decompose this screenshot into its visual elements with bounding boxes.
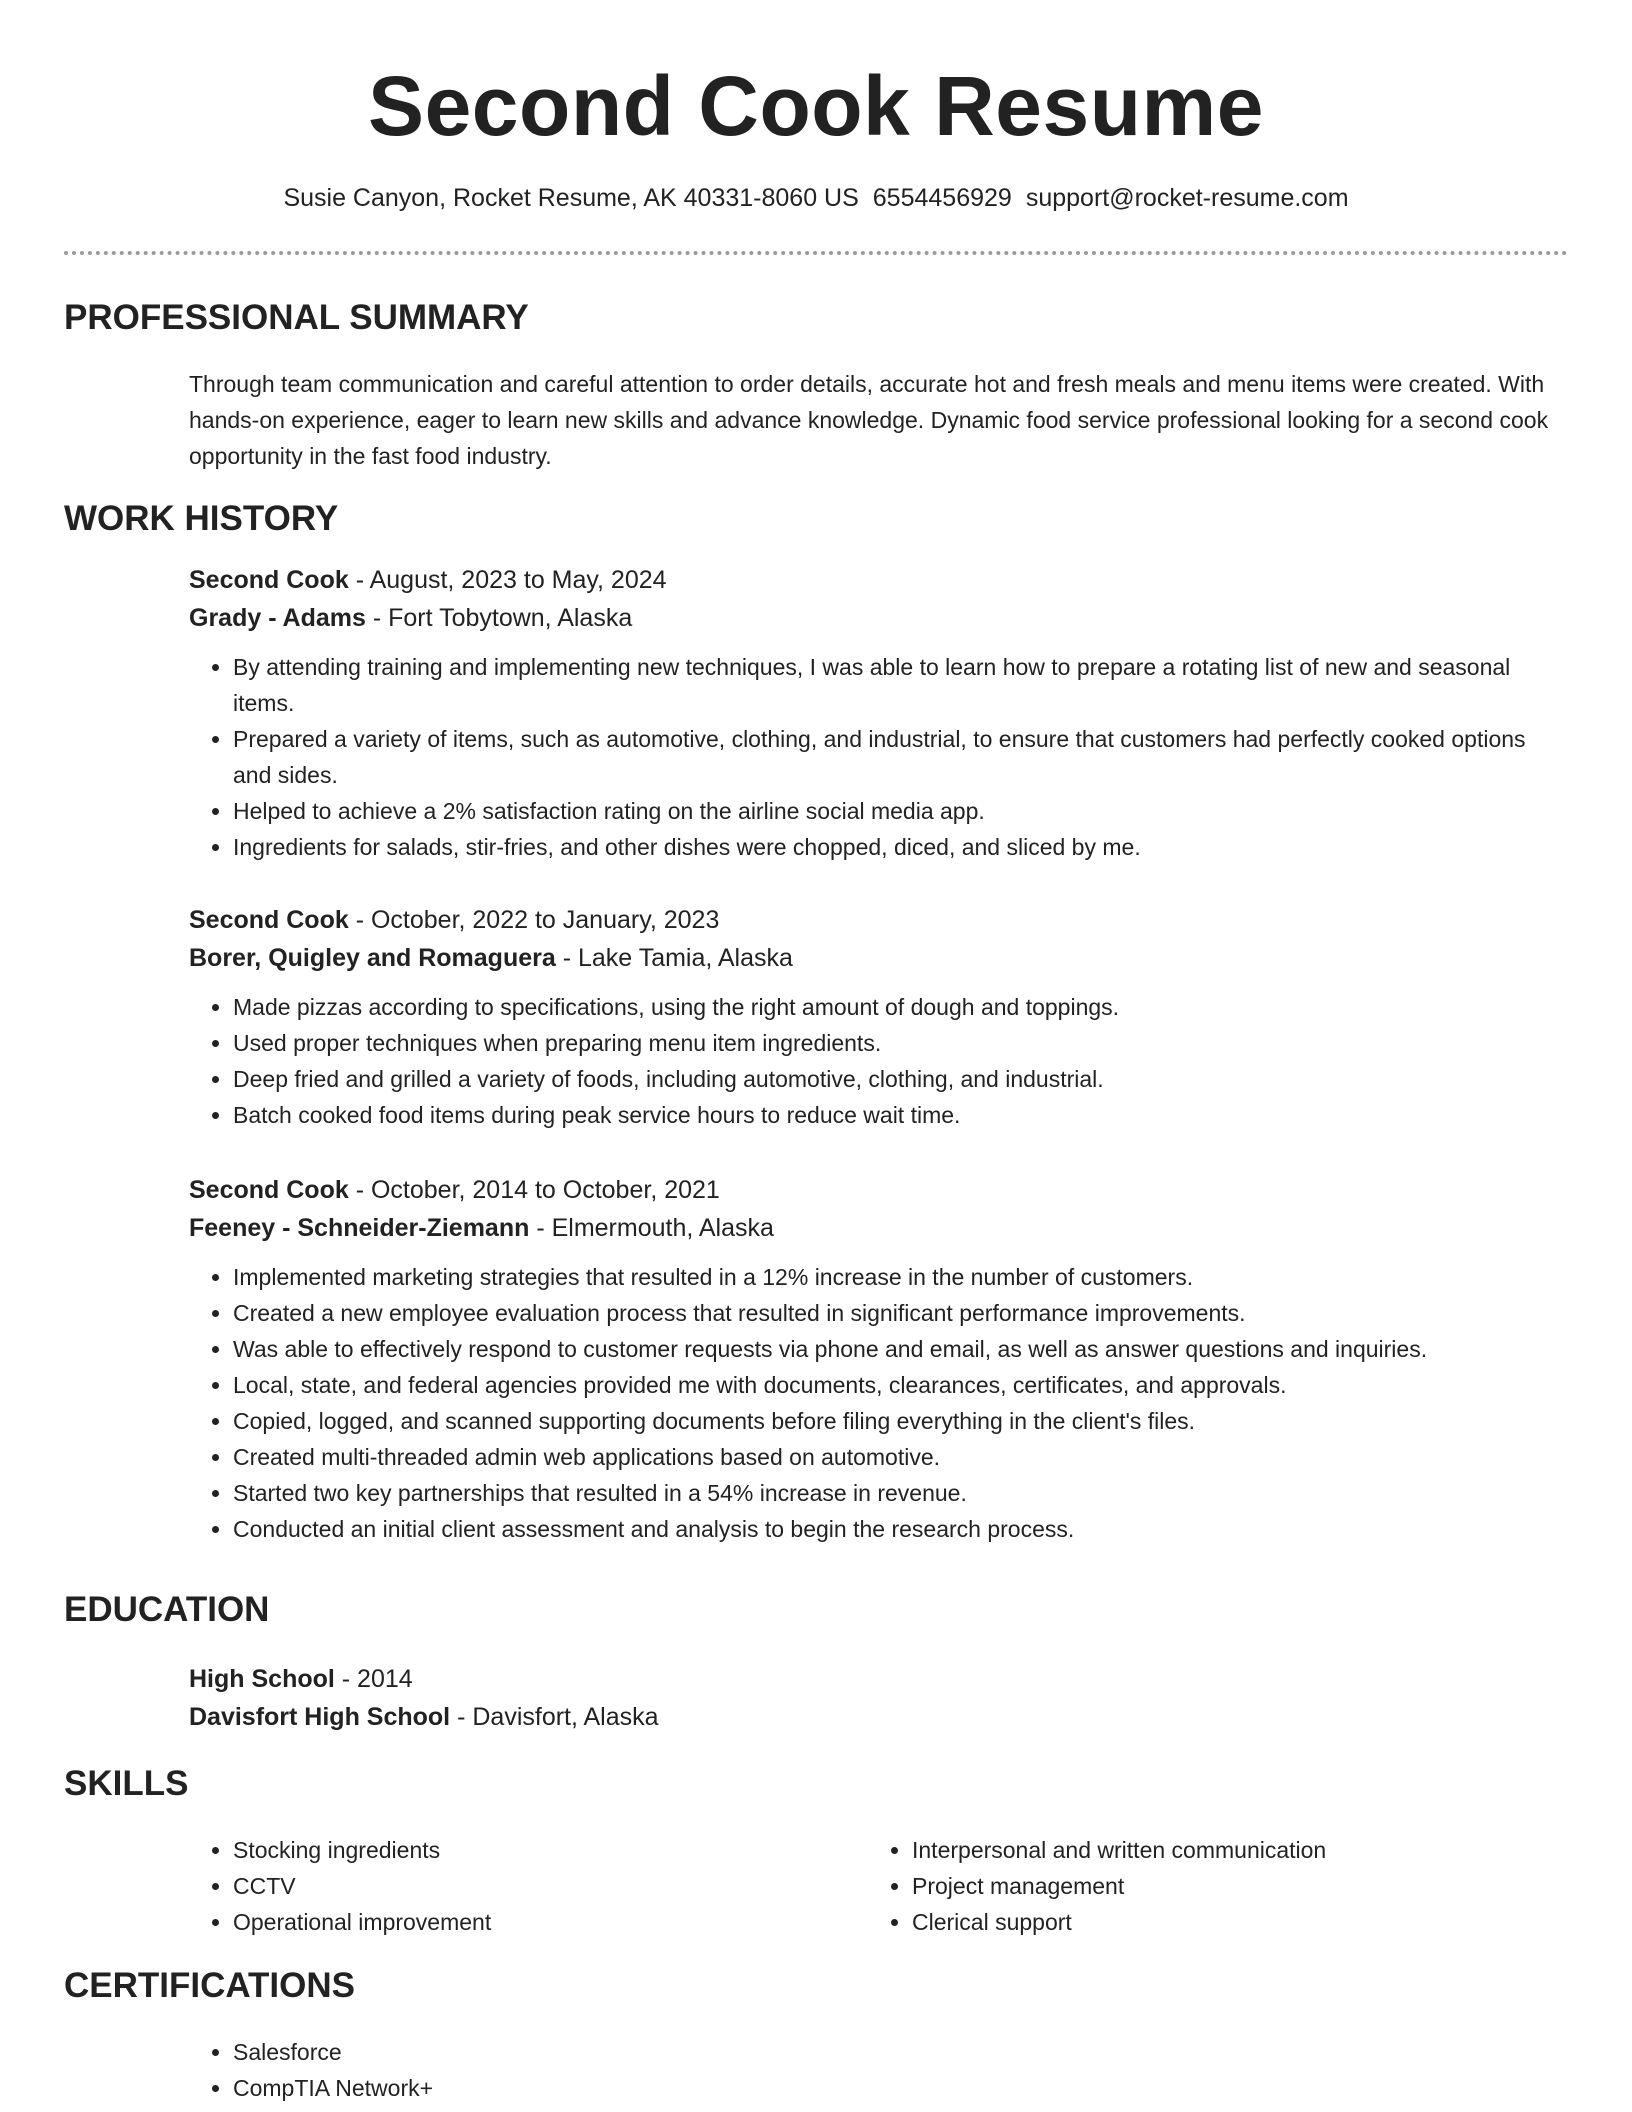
- education-year: - 2014: [334, 1665, 413, 1693]
- education-school-line: [189, 1698, 659, 1736]
- job-title: Second Cook: [189, 906, 349, 934]
- job-location: - Elmermouth, Alaska: [529, 1214, 774, 1242]
- job-company-line: [189, 599, 1569, 637]
- job-company: Feeney - Schneider-Ziemann: [189, 1214, 530, 1242]
- job-bullet: • Implemented marketing strategies that resulted in a 12% increase in the number of customers.: [233, 1259, 1569, 1295]
- resume-title: Second Cook Resume: [368, 59, 1264, 153]
- education-degree: High School: [189, 1665, 335, 1693]
- job-dates: - October, 2014 to October, 2021: [348, 1176, 720, 1204]
- job-title: Second Cook: [189, 1176, 349, 1204]
- skills-list: [189, 1832, 1569, 1940]
- job-entry: [189, 561, 1569, 865]
- section-title-education: EDUCATION: [64, 1590, 270, 1629]
- job-bullet: • Started two key partnerships that resulted in a 54% increase in revenue.: [233, 1475, 1569, 1511]
- skill-item: • Operational improvement: [233, 1904, 868, 1940]
- job-dates: - October, 2022 to January, 2023: [348, 906, 720, 934]
- job-company-line: [189, 939, 1569, 977]
- job-bullet: • Made pizzas according to specifications, using the right amount of dough and toppings.: [233, 989, 1569, 1025]
- contact-line: [0, 181, 1632, 215]
- certifications-items: [189, 2034, 433, 2106]
- skill-item: • CCTV: [233, 1868, 868, 1904]
- job-company: Borer, Quigley and Romaguera: [189, 944, 556, 972]
- education-entry: [189, 1660, 659, 1736]
- job-dates: - August, 2023 to May, 2024: [348, 566, 667, 594]
- job-bullet: • Was able to effectively respond to customer requests via phone and email, as well as answer questions and inquiries.: [233, 1331, 1569, 1367]
- job-bullets: [189, 989, 1569, 1133]
- job-company-line: [189, 1209, 1569, 1247]
- job-entry: [189, 1171, 1569, 1547]
- job-bullet: • Created a new employee evaluation process that resulted in significant performance improvements.: [233, 1295, 1569, 1331]
- skills-column-right: [868, 1832, 1512, 1940]
- job-bullet: • Helped to achieve a 2% satisfaction rating on the airline social media app.: [233, 793, 1569, 829]
- job-bullets: [189, 1259, 1569, 1547]
- job-bullet: • Used proper techniques when preparing menu item ingredients.: [233, 1025, 1569, 1061]
- job-bullet: • Batch cooked food items during peak service hours to reduce wait time.: [233, 1097, 1569, 1133]
- skill-item: • Stocking ingredients: [233, 1832, 868, 1868]
- certifications-list: [189, 2034, 433, 2106]
- job-title: Second Cook: [189, 566, 349, 594]
- job-bullet: • Created multi-threaded admin web applications based on automotive.: [233, 1439, 1569, 1475]
- section-title-skills: SKILLS: [64, 1764, 189, 1803]
- job-location: - Fort Tobytown, Alaska: [365, 604, 633, 632]
- job-bullet: • Local, state, and federal agencies provided me with documents, clearances, certificates, and approvals.: [233, 1367, 1569, 1403]
- job-bullet: • Copied, logged, and scanned supporting documents before filing everything in the client's files.: [233, 1403, 1569, 1439]
- summary-text: Through team communication and careful attention to order details, accurate hot and fresh meals and menu items were created. With hands-on experience, eager to learn new skills and advance knowledge. Dynamic food service professional looking for a second cook opportunity in the fast food industry.: [189, 371, 1549, 469]
- section-title-summary: PROFESSIONAL SUMMARY: [64, 298, 529, 337]
- contact-address: Susie Canyon, Rocket Resume, AK 40331-8060 US: [283, 184, 859, 212]
- education-degree-line: [189, 1660, 659, 1698]
- skill-item: • Clerical support: [912, 1904, 1512, 1940]
- certification-item: • CompTIA Network+: [233, 2070, 433, 2106]
- skill-item: • Project management: [912, 1868, 1512, 1904]
- certification-item: • Salesforce: [233, 2034, 433, 2070]
- job-entry: [189, 901, 1569, 1133]
- job-title-line: [189, 901, 1569, 939]
- job-bullets: [189, 649, 1569, 865]
- job-bullet: • Conducted an initial client assessment and analysis to begin the research process.: [233, 1511, 1569, 1547]
- section-title-work-history: WORK HISTORY: [64, 499, 339, 538]
- job-bullet: • Prepared a variety of items, such as automotive, clothing, and industrial, to ensure that customers had perfectly cooked options and sides.: [233, 721, 1569, 793]
- section-title-certifications: CERTIFICATIONS: [64, 1966, 356, 2005]
- job-title-line: [189, 1171, 1569, 1209]
- header-divider: [64, 251, 1568, 255]
- contact-phone: 6554456929: [872, 184, 1012, 212]
- education-location: - Davisfort, Alaska: [450, 1703, 659, 1731]
- job-company: Grady - Adams: [189, 604, 366, 632]
- job-location: - Lake Tamia, Alaska: [555, 944, 793, 972]
- job-bullet: • Deep fried and grilled a variety of foods, including automotive, clothing, and industrial.: [233, 1061, 1569, 1097]
- education-school: Davisfort High School: [189, 1703, 451, 1731]
- skills-column-left: [189, 1832, 868, 1940]
- job-bullet: • Ingredients for salads, stir-fries, and other dishes were chopped, diced, and sliced by me.: [233, 829, 1569, 865]
- skill-item: • Interpersonal and written communication: [912, 1832, 1512, 1868]
- job-bullet: • By attending training and implementing new techniques, I was able to learn how to prepare a rotating list of new and seasonal items.: [233, 649, 1569, 721]
- contact-email: support@rocket-resume.com: [1025, 184, 1349, 212]
- job-title-line: [189, 561, 1569, 599]
